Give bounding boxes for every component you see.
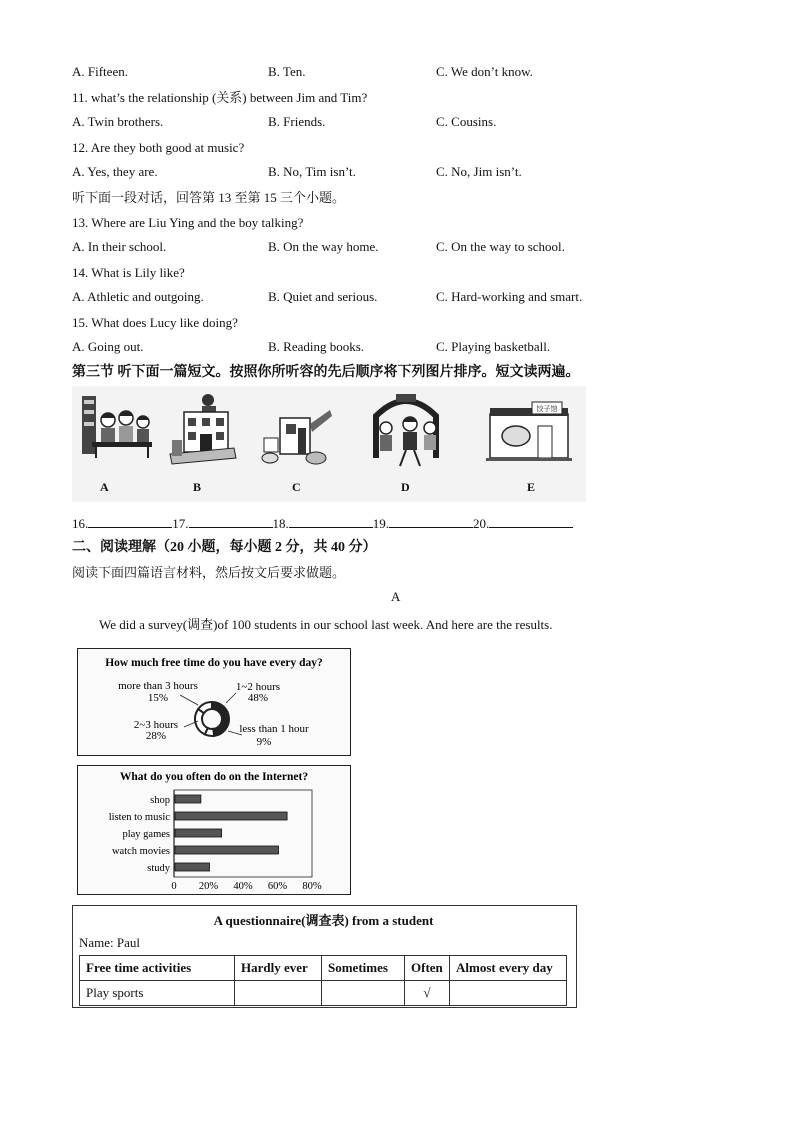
header-almost-every-day: Almost every day [450, 956, 567, 981]
q15-option-b: B. Reading books. [268, 339, 365, 354]
dialogue-instruction: 听下面一段对话，回答第 13 至第 15 三个小题。 [72, 190, 346, 205]
questionnaire-name: Name: Paul [79, 935, 141, 950]
header-hardly-ever: Hardly ever [235, 956, 322, 981]
picture-label-d: D [401, 480, 410, 494]
blank-label-16: 16. [72, 516, 89, 531]
picture-label-a: A [100, 480, 109, 494]
questionnaire-table [79, 955, 567, 1006]
q10-option-c: C. We don’t know. [436, 64, 533, 79]
donut-value-2-3: 28% [145, 730, 167, 742]
bar-label-0: shop [150, 795, 170, 806]
donut-label-2-3: 2~3 hours [133, 719, 179, 731]
donut-value-1-2: 48% [247, 692, 269, 704]
bar-tick-1: 20% [198, 881, 219, 892]
header-activities: Free time activities [80, 956, 235, 981]
q14-option-a: A. Athletic and outgoing. [72, 289, 204, 304]
row-activity: Play sports [80, 981, 235, 1006]
blank-label-18: 18. [272, 516, 289, 531]
bar-3 [175, 846, 279, 854]
header-often: Often [405, 956, 450, 981]
blank-label-20: 20. [473, 516, 490, 531]
blank-19[interactable] [389, 514, 473, 528]
blank-16[interactable] [88, 514, 172, 528]
answer-blanks [72, 514, 573, 532]
q13-option-c: C. On the way to school. [436, 239, 565, 254]
donut-value-less-than-1: 9% [256, 736, 272, 748]
question-12: 12. Are they both good at music? [72, 140, 245, 155]
q15-option-c: C. Playing basketball. [436, 339, 551, 354]
q14-option-c: C. Hard-working and smart. [436, 289, 583, 304]
donut-label-less-than-1: less than 1 hour [239, 723, 309, 735]
blank-label-17: 17. [172, 516, 189, 531]
picture-a-kids-reading [78, 388, 154, 498]
row-almost-every-day[interactable] [450, 981, 567, 1006]
blank-17[interactable] [189, 514, 273, 528]
passage-label: A [391, 589, 401, 604]
donut-label-1-2: 1~2 hours [235, 681, 281, 693]
q13-option-b: B. On the way home. [268, 239, 379, 254]
bar-label-4: study [147, 863, 170, 874]
bar-label-2: play games [122, 829, 170, 840]
q10-option-a: A. Fifteen. [72, 64, 128, 79]
q12-option-b: B. No, Tim isn’t. [268, 164, 356, 179]
bar-1 [175, 812, 287, 820]
q10-option-b: B. Ten. [268, 64, 306, 79]
q13-option-a: A. In their school. [72, 239, 167, 254]
row-often-check[interactable]: √ [405, 981, 450, 1006]
questionnaire-title: A questionnaire(调查表) from a student [213, 913, 434, 928]
bar-2 [175, 829, 222, 837]
bar-label-1: listen to music [108, 812, 170, 823]
question-14: 14. What is Lily like? [72, 265, 185, 280]
q15-option-a: A. Going out. [72, 339, 144, 354]
restaurant-sign-text: 饺子馆 [536, 405, 558, 413]
free-time-chart-title: How much free time do you have every day? [105, 657, 323, 669]
passage-intro: We did a survey(调查)of 100 students in our school last week. And here are the results. [99, 617, 553, 632]
bar-tick-3: 60% [267, 881, 288, 892]
donut-group [195, 702, 229, 736]
bar-tick-2: 40% [233, 881, 253, 892]
bar-0 [175, 795, 201, 803]
internet-activities-chart-svg [78, 766, 350, 894]
picture-b-building [166, 388, 238, 498]
q12-option-a: A. Yes, they are. [72, 164, 158, 179]
donut-label-more-than-3: more than 3 hours [118, 680, 198, 692]
header-sometimes: Sometimes [322, 956, 405, 981]
q14-option-b: B. Quiet and serious. [268, 289, 378, 304]
picture-label-c: C [292, 480, 301, 494]
row-hardly-ever[interactable] [235, 981, 322, 1006]
table-row [80, 981, 567, 1006]
q12-option-c: C. No, Jim isn’t. [436, 164, 522, 179]
q11-option-a: A. Twin brothers. [72, 114, 164, 129]
bar-4 [175, 863, 210, 871]
bar-label-3: watch movies [111, 846, 170, 857]
q11-option-c: C. Cousins. [436, 114, 497, 129]
blank-18[interactable] [289, 514, 373, 528]
internet-activities-chart [77, 765, 351, 895]
donut-value-more-than-3: 15% [147, 692, 169, 704]
bar-tick-4: 80% [302, 881, 322, 892]
blank-20[interactable] [489, 514, 573, 528]
bar-group [109, 790, 322, 892]
free-time-chart [77, 648, 351, 756]
question-15: 15. What does Lucy like doing? [72, 315, 238, 330]
question-11: 11. what’s the relationship (关系) between Jim and Tim? [72, 90, 368, 105]
row-sometimes[interactable] [322, 981, 405, 1006]
q11-option-b: B. Friends. [268, 114, 326, 129]
table-header-row [80, 956, 567, 981]
picture-label-b: B [193, 480, 202, 494]
picture-label-e: E [527, 480, 536, 494]
reading-instruction: 阅读下面四篇语言材料，然后按文后要求做题。 [72, 565, 346, 580]
section3-title: 第三节 听下面一篇短文。按照你所听容的先后顺序将下列图片排序。短文读两遍。 [72, 365, 580, 380]
donut-slice-0 [198, 702, 212, 713]
blank-label-19: 19. [372, 516, 389, 531]
bar-tick-0: 0 [171, 881, 177, 892]
reading-heading: 二、阅读理解（20 小题，每小题 2 分，共 40 分） [72, 540, 377, 555]
donut-slice-1 [212, 702, 229, 736]
internet-chart-title: What do you often do on the Internet? [119, 771, 309, 783]
question-13: 13. Where are Liu Ying and the boy talking? [72, 215, 304, 230]
free-time-chart-svg [78, 649, 350, 755]
